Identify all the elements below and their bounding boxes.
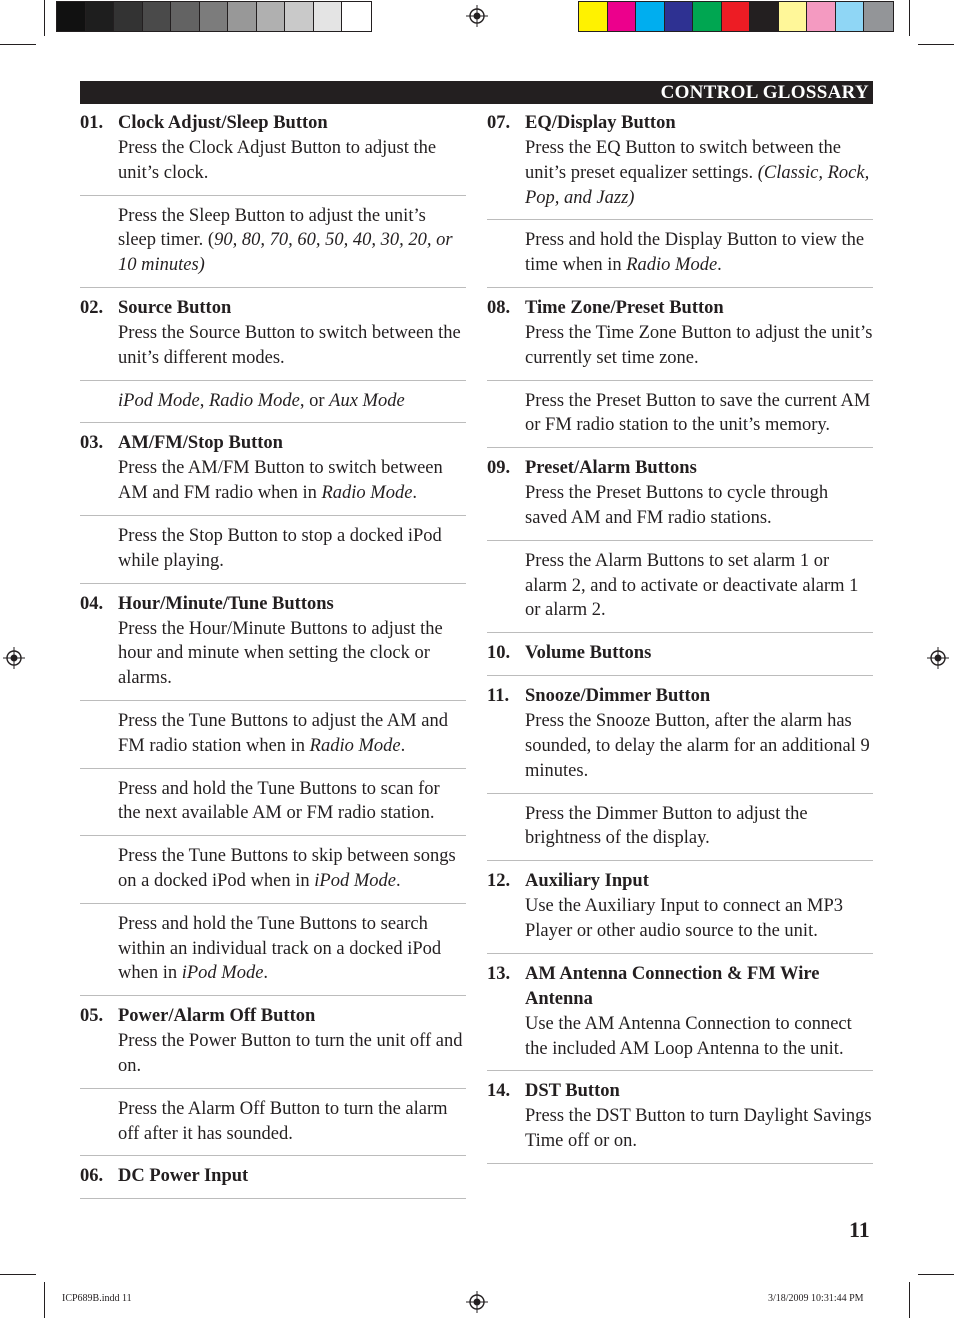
entry-description xyxy=(118,844,466,894)
text: Press the Tune Buttons to adjust the AM and FM radio station when in xyxy=(118,710,448,756)
entry-description xyxy=(118,617,466,691)
glossary-subentry xyxy=(80,523,466,584)
color-swatch xyxy=(228,2,257,31)
glossary-subentry xyxy=(487,227,873,288)
crop-mark xyxy=(44,0,45,36)
glossary-subentry xyxy=(80,911,466,996)
entry-description xyxy=(118,321,466,371)
entry-description xyxy=(118,709,466,759)
glossary-subentry xyxy=(80,843,466,904)
text: Press the Sleep Button to adjust the unit’s sleep timer. ( xyxy=(118,205,426,251)
text: Press and hold the Tune Buttons to scan for the next available AM or FM radio station. xyxy=(118,778,440,824)
text: Press the Snooze Button, after the alarm has sounded, to delay the alarm for an additional 9 minutes. xyxy=(525,711,870,781)
text: Press the Stop Button to stop a docked iPod while playing. xyxy=(118,525,442,571)
glossary-entry xyxy=(487,110,873,220)
glossary-right-column xyxy=(487,110,873,1171)
text: Press the EQ Button to switch between the unit’s preset equalizer settings. xyxy=(525,138,841,183)
glossary-subentry xyxy=(80,388,466,424)
entry-title: AM/FM/Stop Button xyxy=(118,433,283,454)
entry-description xyxy=(118,136,466,186)
glossary-subentry xyxy=(487,548,873,633)
italic-text: iPod Mode xyxy=(181,963,264,984)
text: Press the Time Zone Button to adjust the unit’s currently set time zone. xyxy=(525,322,873,368)
color-swatch xyxy=(636,2,665,31)
entry-description xyxy=(118,1097,466,1147)
registration-mark-icon xyxy=(3,647,25,669)
crop-mark xyxy=(44,1282,45,1318)
text: . xyxy=(395,870,401,891)
entry-number: 02. xyxy=(80,297,104,318)
text: . xyxy=(400,735,406,756)
color-swatch xyxy=(693,2,722,31)
italic-text: 90, 80, 70, 60, 50, 40, 30, 20, or 10 minutes) xyxy=(118,230,453,276)
entry-number: 12. xyxy=(487,871,511,892)
glossary-entry xyxy=(487,868,873,954)
entry-description xyxy=(118,912,466,986)
color-swatch xyxy=(171,2,200,31)
entry-description xyxy=(118,524,466,574)
glossary-entry xyxy=(80,110,466,196)
color-swatch xyxy=(864,2,893,31)
color-swatch xyxy=(143,2,172,31)
color-swatch xyxy=(779,2,808,31)
glossary-subentry xyxy=(487,388,873,449)
text: Use the Auxiliary Input to connect an MP3 Player or other audio source to the unit. xyxy=(525,896,844,941)
entry-number: 01. xyxy=(80,113,104,133)
entry-number: 14. xyxy=(487,1081,511,1102)
text: , or xyxy=(299,390,330,411)
entry-title: Auxiliary Input xyxy=(525,871,649,892)
color-swatch xyxy=(200,2,229,31)
entry-description xyxy=(525,894,873,944)
glossary-left-column xyxy=(80,110,466,1206)
entry-description xyxy=(525,802,873,852)
slug-filename: ICP689B.indd 11 xyxy=(62,1293,132,1304)
crop-mark xyxy=(909,1282,910,1318)
text: . xyxy=(412,483,418,504)
entry-title: Time Zone/Preset Button xyxy=(525,297,724,318)
italic-text: (Classic, Rock, Pop, and Jazz) xyxy=(525,162,870,208)
glossary-entry xyxy=(80,1163,466,1199)
text: Press the Tune Buttons to skip between songs on a docked iPod when in xyxy=(118,846,456,891)
color-swatch xyxy=(257,2,286,31)
glossary-entry xyxy=(80,295,466,381)
color-swatch xyxy=(750,2,779,31)
entry-title: AM Antenna Connection & FM Wire Antenna xyxy=(525,963,820,1009)
section-header-bar xyxy=(80,81,873,104)
crop-mark xyxy=(909,0,910,36)
page-number: 11 xyxy=(849,1217,870,1242)
glossary-entry xyxy=(487,1078,873,1164)
crop-mark xyxy=(0,44,36,45)
color-swatch xyxy=(114,2,143,31)
registration-mark-icon xyxy=(927,647,949,669)
color-swatch xyxy=(722,2,751,31)
entry-title: Hour/Minute/Tune Buttons xyxy=(118,593,334,614)
text: Press the Hour/Minute Buttons to adjust the hour and minute when setting the clock or alarms. xyxy=(118,618,443,689)
color-swatch xyxy=(579,2,608,31)
glossary-entry xyxy=(80,591,466,701)
italic-text: Aux Mode xyxy=(329,390,405,411)
crop-mark xyxy=(0,1274,36,1275)
text: Press the Source Button to switch between the unit’s different modes. xyxy=(118,322,461,368)
entry-description xyxy=(525,136,873,210)
entry-description xyxy=(118,456,466,506)
entry-description xyxy=(525,321,873,371)
grayscale-color-bar xyxy=(56,1,372,32)
entry-description xyxy=(525,481,873,531)
color-swatch xyxy=(836,2,865,31)
entry-number: 10. xyxy=(487,643,511,664)
text: Use the AM Antenna Connection to connect the included AM Loop Antenna to the unit. xyxy=(525,1013,852,1059)
process-color-bar xyxy=(578,1,894,32)
entry-description xyxy=(118,1029,466,1079)
entry-description xyxy=(118,777,466,827)
text: Press the Clock Adjust Button to adjust the unit’s clock. xyxy=(118,138,437,183)
entry-description xyxy=(525,389,873,439)
text: . xyxy=(263,963,269,984)
glossary-subentry xyxy=(80,708,466,769)
italic-text: iPod Mode xyxy=(314,870,396,891)
entry-title: DST Button xyxy=(525,1081,620,1102)
text: Press the Preset Buttons to cycle through saved AM and FM radio stations. xyxy=(525,483,829,528)
entry-number: 04. xyxy=(80,593,104,614)
glossary-entry xyxy=(487,295,873,381)
entry-title: Volume Buttons xyxy=(525,643,652,664)
entry-title: Snooze/Dimmer Button xyxy=(525,686,711,707)
text: Press the Power Button to turn the unit off and on. xyxy=(118,1031,463,1076)
entry-number: 05. xyxy=(80,1006,104,1027)
color-swatch xyxy=(314,2,343,31)
entry-description xyxy=(525,709,873,783)
entry-title: Clock Adjust/Sleep Button xyxy=(118,113,328,133)
entry-description xyxy=(525,1104,873,1154)
text: . xyxy=(717,255,722,276)
entry-description xyxy=(525,1012,873,1062)
glossary-entry xyxy=(487,640,873,676)
entry-number: 06. xyxy=(80,1166,104,1187)
section-title: CONTROL GLOSSARY xyxy=(660,82,869,103)
entry-number: 13. xyxy=(487,963,511,984)
entry-number: 03. xyxy=(80,433,104,454)
glossary-entry xyxy=(80,430,466,516)
glossary-entry xyxy=(487,683,873,793)
color-swatch xyxy=(57,2,86,31)
glossary-entry xyxy=(487,961,873,1072)
text: Press the AM/FM Button to switch between AM and FM radio when in xyxy=(118,458,443,504)
color-swatch xyxy=(86,2,115,31)
crop-mark xyxy=(918,44,954,45)
text: Press the Preset Button to save the current AM or FM radio station to the unit’s memory. xyxy=(525,390,871,436)
text: Press the Dimmer Button to adjust the brightness of the display. xyxy=(525,803,808,849)
text: Press and hold the Tune Buttons to search within an individual track on a docked iPod when in xyxy=(118,913,442,984)
entry-title: EQ/Display Button xyxy=(525,113,676,133)
text: Press the DST Button to turn Daylight Savings Time off or on. xyxy=(525,1106,872,1152)
entry-description xyxy=(525,549,873,623)
text: , xyxy=(199,390,209,411)
entry-number: 11. xyxy=(487,686,510,707)
color-swatch xyxy=(665,2,694,31)
color-swatch xyxy=(342,2,371,31)
italic-text: iPod Mode xyxy=(118,390,200,411)
entry-title: DC Power Input xyxy=(118,1166,249,1187)
text: Press the Alarm Off Button to turn the alarm off after it has sounded. xyxy=(118,1098,448,1144)
crop-mark xyxy=(918,1274,954,1275)
text: Press and hold the Display Button to view the time when in xyxy=(525,230,865,276)
entry-title: Power/Alarm Off Button xyxy=(118,1006,316,1027)
color-swatch xyxy=(285,2,314,31)
slug-date: 3/18/2009 10:31:44 PM xyxy=(768,1293,864,1304)
entry-number: 09. xyxy=(487,458,511,479)
text: Press the Alarm Buttons to set alarm 1 or alarm 2, and to activate or deactivate alarm 1 or alarm 2. xyxy=(525,550,859,621)
italic-text: Radio Mode xyxy=(208,390,300,411)
registration-mark-icon xyxy=(466,5,488,27)
glossary-entry xyxy=(487,455,873,541)
glossary-subentry xyxy=(487,801,873,862)
entry-description xyxy=(118,204,466,278)
entry-description xyxy=(525,228,873,278)
entry-number: 07. xyxy=(487,113,511,133)
entry-title: Source Button xyxy=(118,297,232,318)
italic-text: Radio Mode xyxy=(321,483,413,504)
italic-text: Radio Mode xyxy=(309,735,401,756)
glossary-subentry xyxy=(80,1096,466,1157)
glossary-subentry xyxy=(80,203,466,288)
color-swatch xyxy=(807,2,836,31)
entry-description xyxy=(118,389,466,414)
color-swatch xyxy=(608,2,637,31)
italic-text: Radio Mode xyxy=(626,255,718,276)
registration-mark-icon xyxy=(466,1291,488,1313)
entry-title: Preset/Alarm Buttons xyxy=(525,458,697,479)
glossary-subentry xyxy=(80,776,466,837)
entry-number: 08. xyxy=(487,297,511,318)
glossary-entry xyxy=(80,1003,466,1089)
